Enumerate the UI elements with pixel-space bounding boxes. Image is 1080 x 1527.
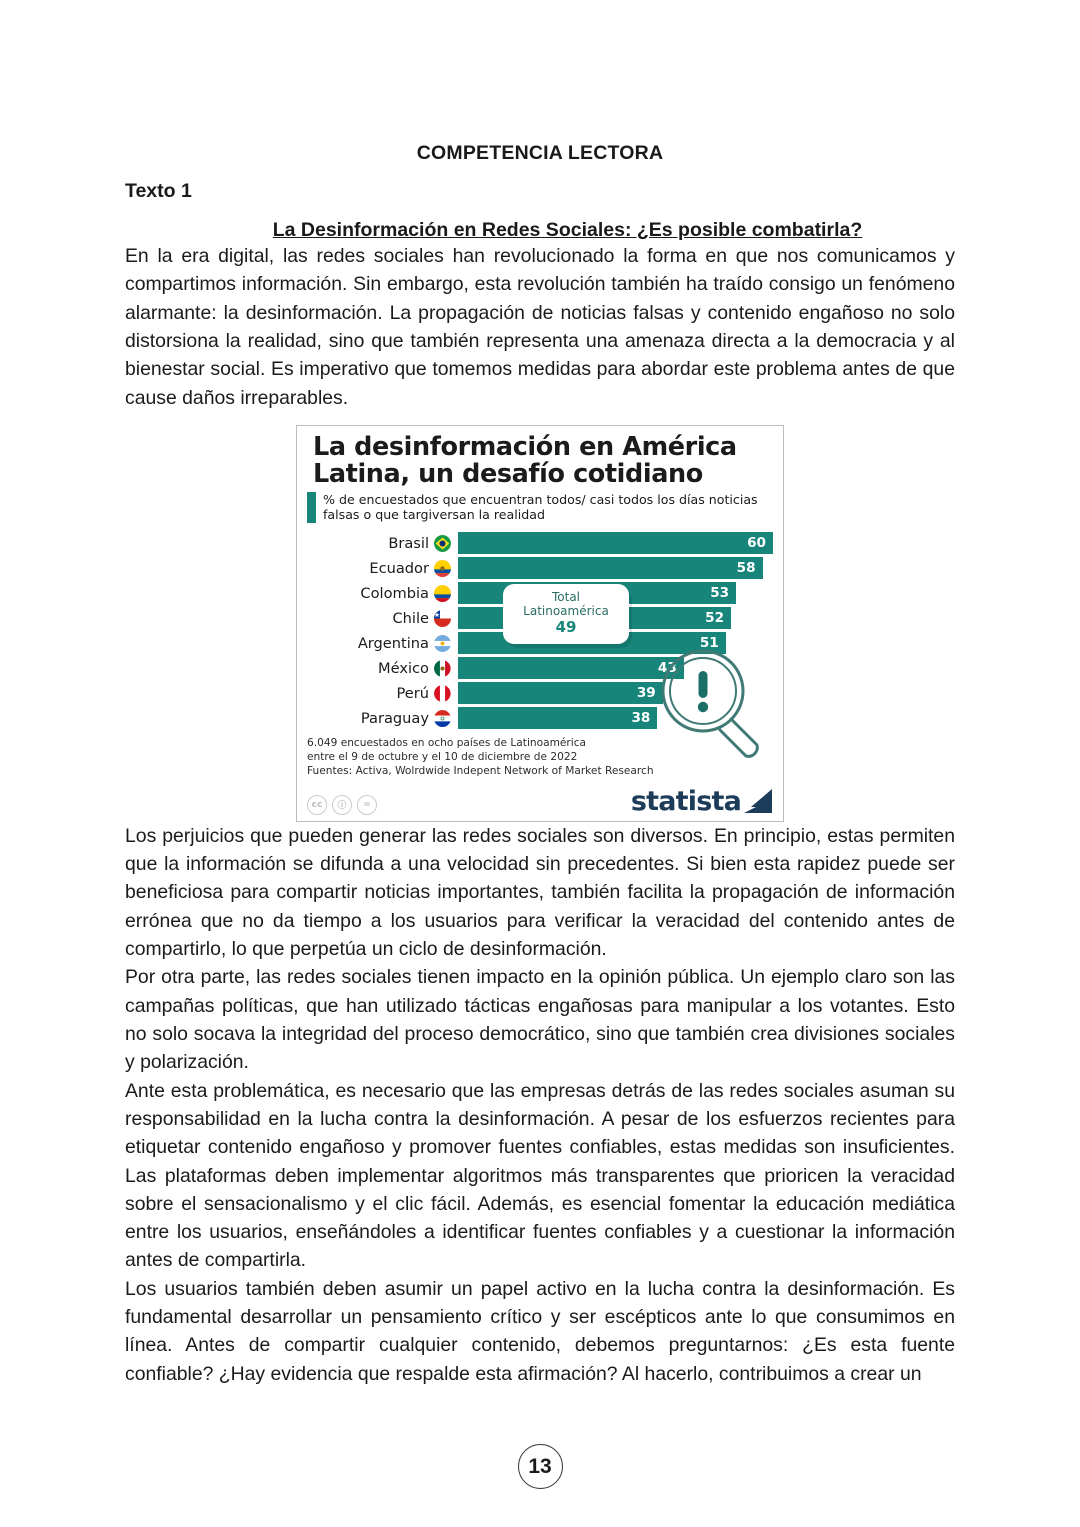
bar-value: 43 bbox=[458, 657, 684, 679]
bar-label: México bbox=[378, 659, 429, 677]
callout-line-1: Total bbox=[551, 590, 581, 604]
statista-wordmark: statista bbox=[630, 785, 741, 817]
bar-label: Argentina bbox=[357, 634, 429, 652]
cc-icon: cc bbox=[307, 795, 327, 815]
paragraph-1: En la era digital, las redes sociales han revolucionado la forma en que nos comunicamos y compartimos información. Sin embargo, esta revolución también ha traído consigo un fenómeno alarmante: la desinformación. La propagación de noticias falsas y contenido engañoso no solo distorsiona la realidad, sino que también representa una amenaza directa a la democracia y al bienestar social. Es imperativo que tomemos medidas para abordar este problema antes de que cause daños irreparables. bbox=[125, 245, 955, 409]
statista-infographic bbox=[296, 425, 784, 822]
accent-bar-icon bbox=[307, 492, 316, 523]
paragraph-3: Por otra parte, las redes sociales tienen impacto en la opinión pública. Un ejemplo claro son las campañas políticas, que han utilizado tácticas engañosas para manipular a los votantes. Esto no solo socava la integridad del proceso democrático, sino que también crea divisiones sociales y polarización. bbox=[125, 966, 955, 1074]
infographic-footnote bbox=[307, 736, 773, 779]
cc-attribution-icon: ⓘ bbox=[332, 795, 352, 815]
peru-flag-icon bbox=[434, 685, 451, 702]
bar-value: 60 bbox=[458, 532, 773, 554]
bar-track bbox=[458, 532, 773, 554]
article-title: La Desinformación en Redes Sociales: ¿Es posible combatirla? bbox=[272, 219, 863, 241]
statista-logo bbox=[630, 785, 773, 817]
bar-value: 58 bbox=[458, 557, 763, 579]
bar-label: Perú bbox=[396, 684, 429, 702]
bar-value: 38 bbox=[458, 707, 657, 729]
paragraph-5: Los usuarios también deben asumir un papel activo en la lucha contra la desinformación. Es fundamental desarrollar un pensamiento crítico y ser escépticos ante lo que consumimos en línea. Antes de compartir cualquier contenido, debemos preguntarnos: ¿Es esta fuente confiable? ¿Hay evidencia que respalde esta afirmación? Al hacerlo, contribuimos a crear un bbox=[125, 1277, 955, 1385]
cc-noderivs-icon: = bbox=[357, 795, 377, 815]
page-number-value: 13 bbox=[518, 1444, 563, 1489]
bar-label: Brasil bbox=[388, 534, 429, 552]
bar-track bbox=[458, 557, 773, 579]
bar-label: Paraguay bbox=[360, 709, 429, 727]
ecuador-flag-icon bbox=[434, 560, 451, 577]
bar-label: Colombia bbox=[360, 584, 429, 602]
footnote-line-2: entre el 9 de octubre y el 10 de diciembre de 2022 bbox=[307, 751, 578, 764]
bar-chart bbox=[307, 532, 773, 729]
footnote-line-1: 6.049 encuestados en ocho países de Latinoamérica bbox=[307, 737, 587, 749]
infographic-container bbox=[125, 425, 955, 822]
bar-value: 39 bbox=[458, 682, 663, 704]
infographic-subtitle: % de encuestados que encuentran todos/ casi todos los días noticias falsas o que targiversan la realidad bbox=[323, 491, 758, 523]
bar-value: 53 bbox=[458, 582, 736, 604]
mexico-flag-icon bbox=[434, 660, 451, 677]
total-latinoamerica-callout bbox=[503, 584, 629, 644]
bar-label: Chile bbox=[392, 609, 429, 627]
bar-value: 51 bbox=[458, 632, 726, 654]
creative-commons-icons bbox=[307, 795, 377, 815]
callout-line-2: Latinoamérica bbox=[523, 604, 609, 619]
brazil-flag-icon bbox=[434, 535, 451, 552]
bar-row bbox=[307, 557, 773, 579]
texto-label: Texto 1 bbox=[125, 180, 192, 202]
callout-value: 49 bbox=[555, 618, 577, 637]
bar-value: 52 bbox=[458, 607, 731, 629]
paragraph-4: Ante esta problemática, es necesario que las empresas detrás de las redes sociales asuman su responsabilidad en la lucha contra la desinformación. A pesar de los esfuerzos recientes para etiquetar contenido engañoso y promover fuentes confiables, estas medidas son insuficientes. Las plataformas deben implementar algoritmos más transparentes que prioricen la veracidad sobre el sensacionalismo y el clic fácil. Además, es esencial fomentar la educación mediática entre los usuarios, enseñándoles a identificar fuentes confiables y a cuestionar la información antes de compartirla. bbox=[125, 1079, 955, 1272]
infographic-footer bbox=[307, 785, 773, 817]
page-header-title: COMPETENCIA LECTORA bbox=[416, 142, 664, 164]
footnote-line-3: Fuentes: Activa, Wolrdwide Indepent Network of Market Research bbox=[307, 765, 654, 778]
paraguay-flag-icon bbox=[434, 710, 451, 727]
statista-mark-icon bbox=[743, 788, 773, 814]
page-number bbox=[0, 1444, 1080, 1489]
argentina-flag-icon bbox=[434, 635, 451, 652]
paragraph-2: Los perjuicios que pueden generar las redes sociales son diversos. En principio, estas permiten que la información se difunda a una velocidad sin precedentes. Si bien esta rapidez puede ser beneficiosa para compartir noticias importantes, también facilita la propagación de información errónea que no da tiempo a los usuarios para verificar la veracidad del contenido antes de compartirlo, lo que perpetúa un ciclo de desinformación. bbox=[125, 824, 955, 960]
bar-label: Ecuador bbox=[369, 559, 429, 577]
colombia-flag-icon bbox=[434, 585, 451, 602]
bar-row bbox=[307, 532, 773, 554]
infographic-title: La desinformación en América Latina, un desafío cotidiano bbox=[313, 431, 737, 490]
infographic-subtitle-row bbox=[307, 492, 773, 523]
chile-flag-icon bbox=[434, 610, 451, 627]
